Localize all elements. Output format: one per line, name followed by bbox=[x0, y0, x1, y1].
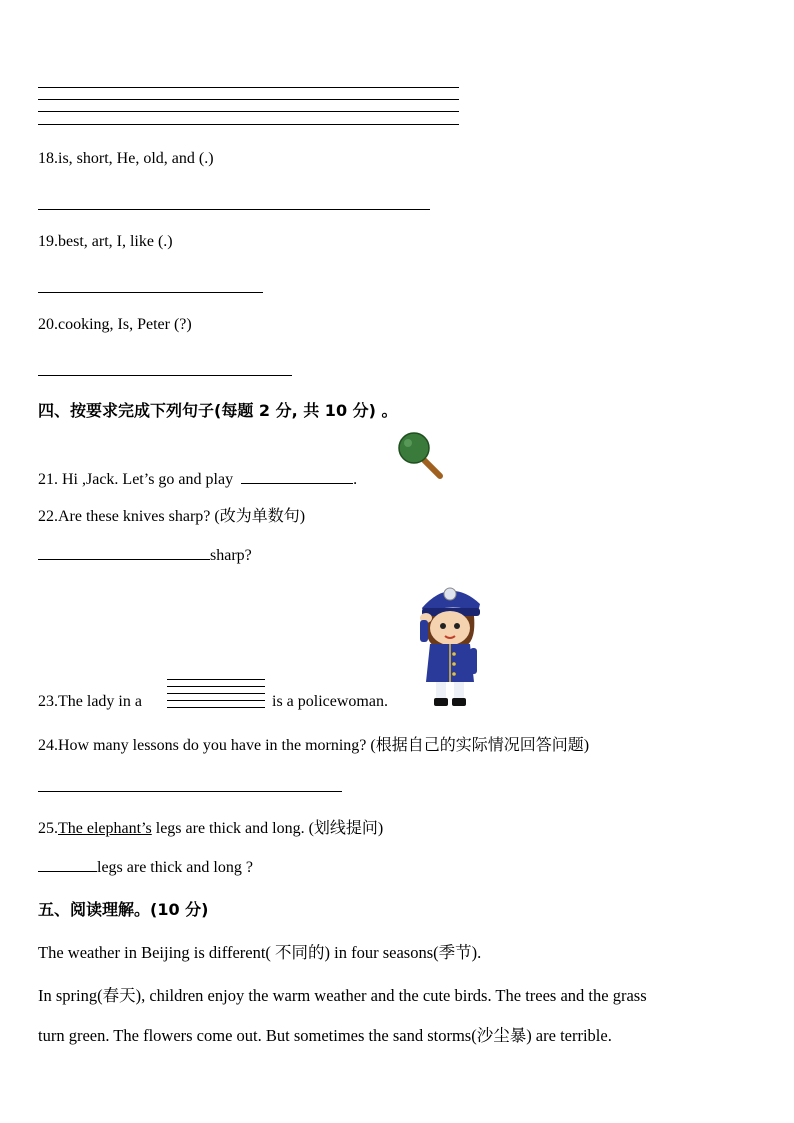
policewoman-cartoon bbox=[412, 578, 488, 710]
answer-blank-21[interactable] bbox=[241, 469, 353, 484]
question-18: 18.is, short, He, old, and (.) bbox=[38, 150, 214, 167]
question-20: 20.cooking, Is, Peter (?) bbox=[38, 316, 192, 333]
answer-blank-22[interactable] bbox=[38, 545, 210, 560]
answer-line-23[interactable] bbox=[167, 707, 265, 708]
answer-blank-25[interactable] bbox=[38, 857, 97, 872]
section-4-heading: 四、按要求完成下列句子(每题 2 分, 共 10 分) 。 bbox=[38, 401, 398, 420]
answer-22-suffix: sharp? bbox=[210, 547, 252, 564]
question-19: 19.best, art, I, like (.) bbox=[38, 233, 173, 250]
question-25-number: 25. bbox=[38, 820, 58, 837]
answer-line-19[interactable] bbox=[38, 292, 263, 293]
answer-line[interactable] bbox=[38, 99, 459, 100]
question-25 bbox=[38, 815, 383, 838]
reading-paragraph-2-line-2: turn green. The flowers come out. But sometimes the sand storms(沙尘暴) are terrible. bbox=[38, 1026, 612, 1045]
question-22: 22.Are these knives sharp? (改为单数句) bbox=[38, 508, 306, 525]
answer-line[interactable] bbox=[38, 124, 459, 125]
question-21-suffix: . bbox=[353, 471, 358, 488]
question-21-prefix: 21. Hi ,Jack. Let’s go and play bbox=[38, 471, 234, 488]
answer-25 bbox=[38, 857, 253, 877]
answer-line[interactable] bbox=[38, 111, 459, 112]
answer-25-suffix: legs are thick and long ? bbox=[97, 859, 253, 876]
question-25-rest: legs are thick and long. (划线提问) bbox=[151, 820, 384, 837]
reading-paragraph-2-line-1: In spring(春天), children enjoy the warm weather and the cute birds. The trees and the grass bbox=[38, 986, 647, 1005]
answer-line-20[interactable] bbox=[38, 375, 292, 376]
answer-22 bbox=[38, 545, 252, 565]
answer-line-18[interactable] bbox=[38, 209, 430, 210]
answer-line-24[interactable] bbox=[38, 791, 342, 792]
ping-pong-paddle-icon bbox=[394, 430, 446, 482]
question-21 bbox=[38, 469, 357, 489]
section-5-heading: 五、阅读理解。(10 分) bbox=[38, 900, 209, 919]
answer-line-23[interactable] bbox=[167, 686, 265, 687]
answer-line-23[interactable] bbox=[167, 700, 265, 701]
question-23-prefix: 23.The lady in a bbox=[38, 693, 142, 710]
question-24: 24.How many lessons do you have in the morning? (根据自己的实际情况回答问题) bbox=[38, 737, 590, 754]
answer-line-23[interactable] bbox=[167, 693, 265, 694]
reading-paragraph-1: The weather in Beijing is different( 不同的) in four seasons(季节). bbox=[38, 943, 482, 962]
question-25-underlined: The elephant’s bbox=[58, 820, 152, 837]
question-23-suffix: is a policewoman. bbox=[272, 693, 388, 710]
answer-line-23[interactable] bbox=[167, 679, 265, 680]
answer-line[interactable] bbox=[38, 87, 459, 88]
